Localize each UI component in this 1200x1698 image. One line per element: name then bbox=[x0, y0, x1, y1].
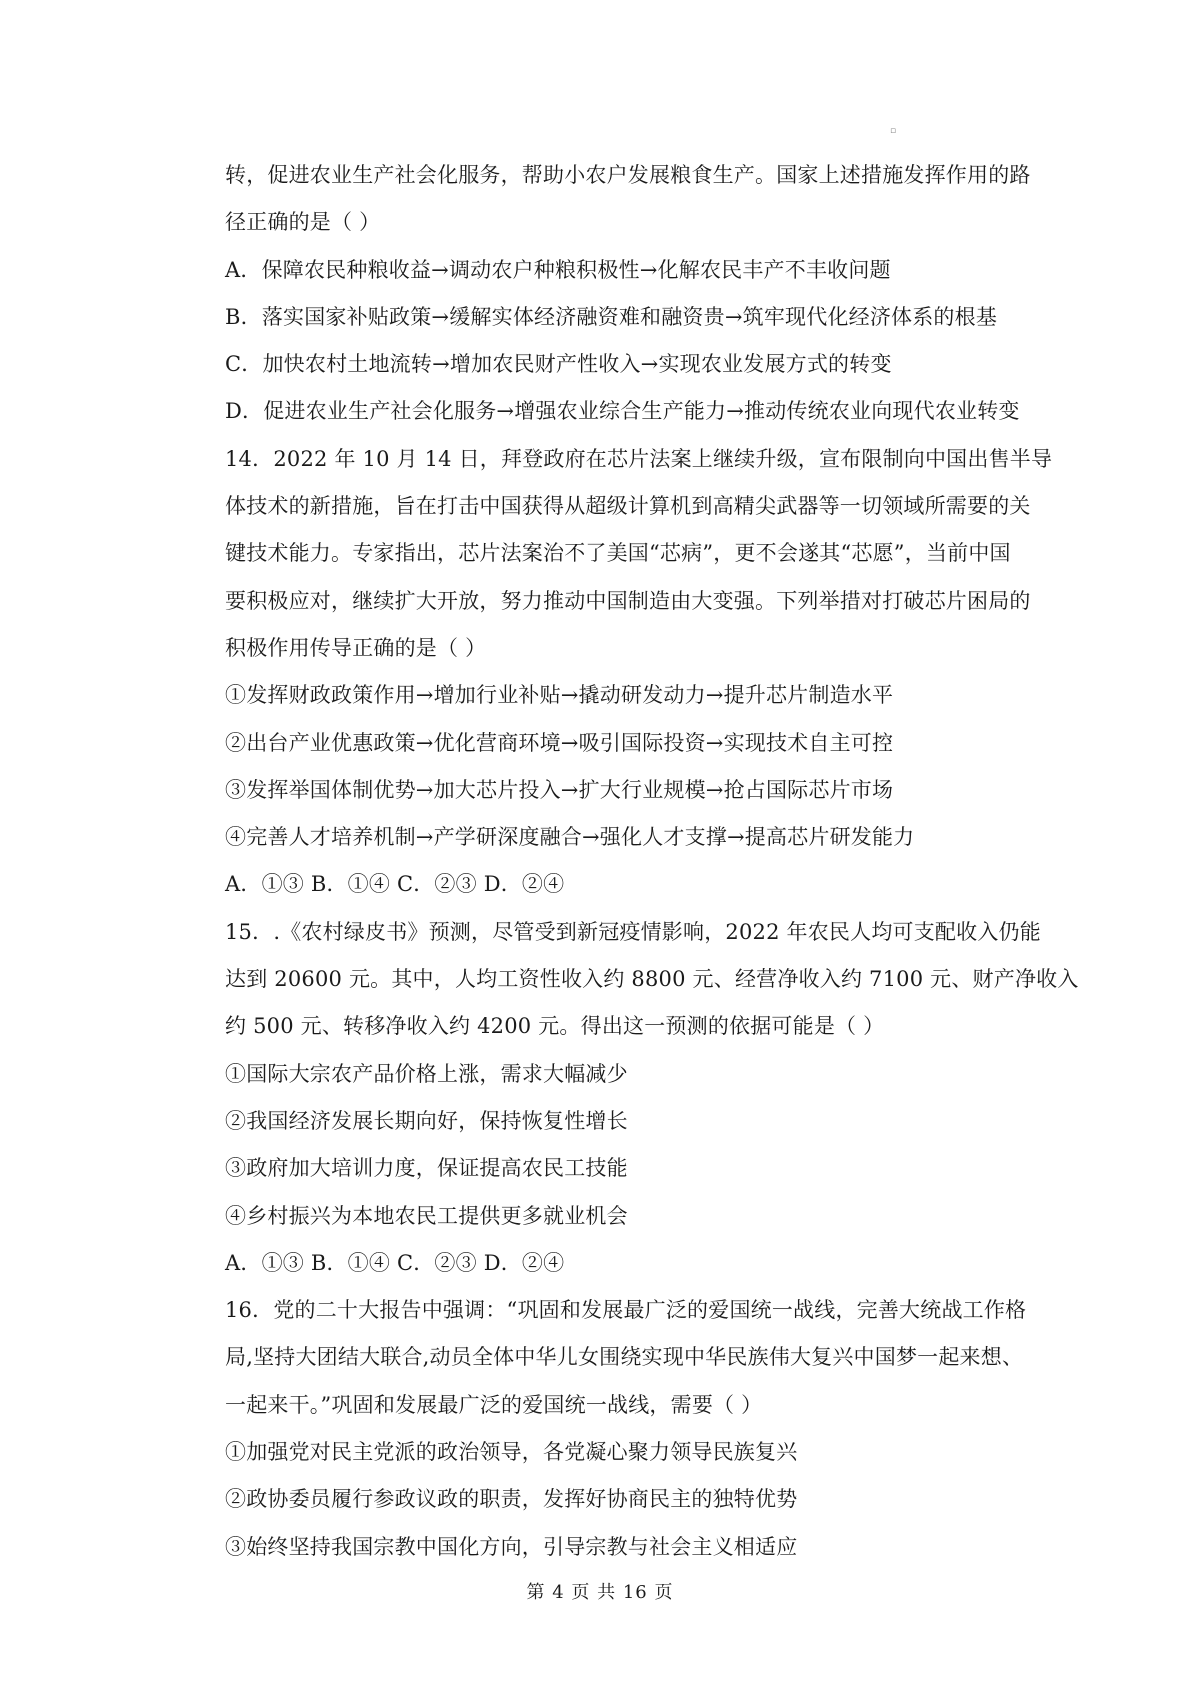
option-a: A．保障农民种粮收益→调动农户种粮积极性→化解农民丰产不丰收问题 bbox=[225, 257, 891, 282]
question-14: 14．2022 年 10 月 14 日，拜登政府在芯片法案上继续升级，宣布限制向中国出售半导 bbox=[225, 446, 1053, 471]
text-line: 积极作用传导正确的是（ ） bbox=[225, 635, 487, 660]
statement-3: ③政府加大培训力度，保证提高农民工技能 bbox=[225, 1156, 628, 1181]
statement-4: ④乡村振兴为本地农民工提供更多就业机会 bbox=[225, 1203, 628, 1228]
statement-3: ③始终坚持我国宗教中国化方向，引导宗教与社会主义相适应 bbox=[225, 1534, 798, 1559]
statement-2: ②政协委员履行参政议政的职责，发挥好协商民主的独特优势 bbox=[225, 1487, 798, 1512]
document-body bbox=[225, 152, 1079, 1571]
text-line: 局,坚持大团结大联合,动员全体中华儿女围绕实现中华民族伟大复兴中国梦一起来想、 bbox=[225, 1345, 1024, 1370]
answer-options: A．①③ B．①④ C．②③ D．②④ bbox=[225, 1250, 565, 1275]
text-line: 径正确的是（ ） bbox=[225, 210, 381, 235]
statement-4: ④完善人才培养机制→产学研深度融合→强化人才支撑→提高芯片研发能力 bbox=[225, 825, 915, 850]
option-d: D．促进农业生产社会化服务→增强农业综合生产能力→推动传统农业向现代农业转变 bbox=[225, 399, 1020, 424]
statement-1: ①加强党对民主党派的政治领导，各党凝心聚力领导民族复兴 bbox=[225, 1440, 798, 1465]
text-line: 要积极应对，继续扩大开放，努力推动中国制造由大变强。下列举措对打破芯片困局的 bbox=[225, 588, 1031, 613]
page-footer: 第 4 页 共 16 页 bbox=[526, 1582, 674, 1603]
statement-1: ①发挥财政政策作用→增加行业补贴→撬动研发动力→提升芯片制造水平 bbox=[225, 683, 894, 708]
question-16: 16．党的二十大报告中强调：“巩固和发展最广泛的爱国统一战线，完善大统战工作格 bbox=[225, 1298, 1027, 1323]
answer-options: A．①③ B．①④ C．②③ D．②④ bbox=[225, 872, 565, 897]
statement-2: ②我国经济发展长期向好，保持恢复性增长 bbox=[225, 1108, 628, 1133]
text-line: 达到 20600 元。其中，人均工资性收入约 8800 元、经营净收入约 7100 元、财产净收入 bbox=[225, 967, 1079, 992]
text-line: 键技术能力。专家指出，芯片法案治不了美国“芯病”，更不会遂其“芯愿”，当前中国 bbox=[225, 541, 1011, 566]
option-b: B．落实国家补贴政策→缓解实体经济融资难和融资贵→筑牢现代化经济体系的根基 bbox=[225, 304, 998, 329]
text-line: 一起来干。”巩固和发展最广泛的爱国统一战线，需要（ ） bbox=[225, 1392, 763, 1417]
text-line: 体技术的新措施，旨在打击中国获得从超级计算机到高精尖武器等一切领域所需要的关 bbox=[225, 494, 1031, 519]
option-c: C．加快农村土地流转→增加农民财产性收入→实现农业发展方式的转变 bbox=[225, 352, 892, 377]
corner-mark: ▫ bbox=[890, 126, 897, 136]
question-15: 15．.《农村绿皮书》预测，尽管受到新冠疫情影响，2022 年农民人均可支配收入仍能 bbox=[225, 919, 1041, 944]
statement-1: ①国际大宗农产品价格上涨，需求大幅减少 bbox=[225, 1061, 628, 1086]
statement-2: ②出台产业优惠政策→优化营商环境→吸引国际投资→实现技术自主可控 bbox=[225, 730, 894, 755]
text-line: 转，促进农业生产社会化服务，帮助小农户发展粮食生产。国家上述措施发挥作用的路 bbox=[225, 163, 1031, 187]
text-line: 约 500 元、转移净收入约 4200 元。得出这一预测的依据可能是（ ） bbox=[225, 1014, 885, 1039]
statement-3: ③发挥举国体制优势→加大芯片投入→扩大行业规模→抢占国际芯片市场 bbox=[225, 777, 894, 802]
